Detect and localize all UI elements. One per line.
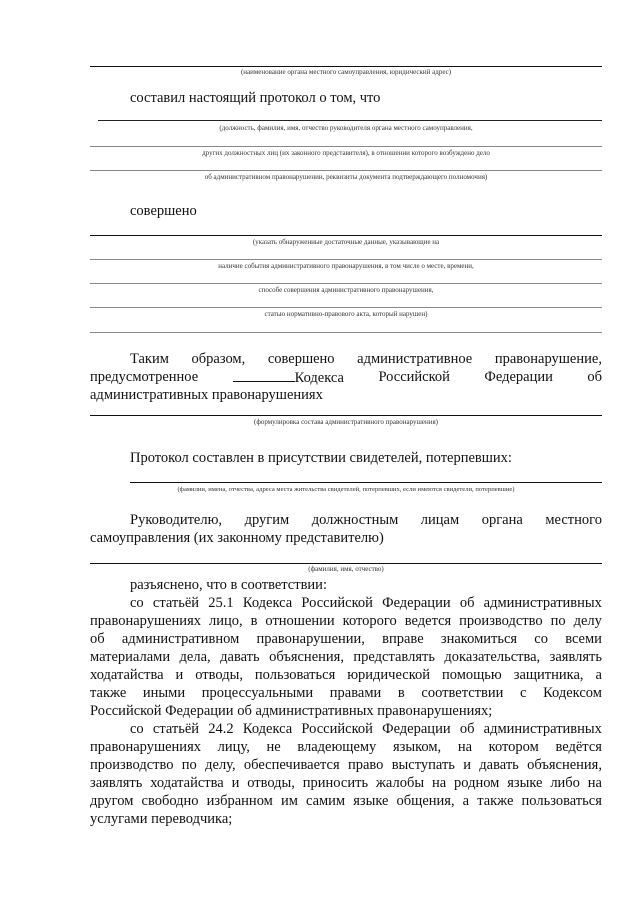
caption-official-3: об административном правонарушении, реквизиты документа подтверждающего полномочия) bbox=[204, 173, 488, 181]
justified-line bbox=[90, 774, 602, 792]
justified-line bbox=[90, 684, 602, 702]
word: со bbox=[534, 631, 548, 647]
word: на bbox=[457, 739, 473, 755]
word: помощью bbox=[441, 667, 502, 683]
word: другом bbox=[90, 793, 134, 809]
word: делу bbox=[573, 613, 602, 629]
word: совершено bbox=[267, 351, 335, 367]
word: по bbox=[550, 613, 566, 629]
justified-line bbox=[90, 792, 602, 810]
word: в bbox=[397, 685, 405, 701]
word: соответствии bbox=[421, 685, 504, 701]
word: Таким bbox=[130, 351, 169, 367]
word: правонарушениях bbox=[90, 613, 201, 629]
word: пользоваться bbox=[254, 667, 336, 683]
word: Федерации bbox=[382, 595, 451, 611]
word: правами bbox=[329, 685, 382, 701]
justified-line bbox=[130, 594, 602, 612]
word: административных bbox=[483, 721, 602, 737]
word: отводы, bbox=[247, 775, 295, 791]
word: по bbox=[181, 757, 197, 773]
word: общения, bbox=[396, 793, 455, 809]
word: не bbox=[266, 739, 281, 755]
word: отводы, bbox=[195, 667, 243, 683]
word: об bbox=[459, 721, 475, 737]
word: всеми bbox=[565, 631, 602, 647]
word: Федерации bbox=[382, 721, 451, 737]
word: также bbox=[477, 793, 514, 809]
word: Руководителю, bbox=[130, 512, 223, 528]
fio-line bbox=[90, 563, 602, 564]
word: на bbox=[587, 775, 602, 791]
word: об bbox=[90, 631, 105, 647]
word: на bbox=[431, 775, 447, 791]
thus-word-russian: Российской bbox=[378, 369, 450, 385]
thus-word-code: Кодекса bbox=[294, 370, 344, 386]
word: объяснения, bbox=[269, 649, 344, 665]
word: пользоваться bbox=[521, 793, 602, 809]
word: местного bbox=[545, 512, 602, 528]
word: производство bbox=[90, 757, 174, 773]
word: дела, bbox=[179, 649, 211, 665]
word: иными bbox=[142, 685, 186, 701]
word: право bbox=[347, 757, 384, 773]
word: статьёй bbox=[152, 595, 200, 611]
word: обеспечивается bbox=[243, 757, 340, 773]
word: административное bbox=[357, 351, 473, 367]
caption-facts-1: (указать обнаруженные достаточные данные, указывающие на bbox=[252, 238, 440, 246]
facts-line-2 bbox=[90, 259, 602, 260]
word: должностным bbox=[311, 512, 399, 528]
thus-blank-code bbox=[233, 368, 344, 387]
word: давать bbox=[220, 649, 260, 665]
caption-facts-4: статью нормативно-правового акта, который нарушен) bbox=[264, 310, 428, 318]
word: со bbox=[130, 595, 144, 611]
word: ведется bbox=[404, 613, 452, 629]
word: заявлять bbox=[90, 775, 143, 791]
word: языке bbox=[353, 793, 389, 809]
word: Российской bbox=[301, 595, 373, 611]
word: доказательства, bbox=[444, 649, 541, 665]
word: Кодекса bbox=[242, 595, 293, 611]
word: статьёй bbox=[152, 721, 200, 737]
word: а bbox=[462, 793, 470, 809]
word: делу, bbox=[205, 757, 236, 773]
art242-last-line: услугами переводчика; bbox=[90, 811, 233, 827]
official-line-1 bbox=[98, 120, 602, 121]
art251-last-line: Российской Федерации об административных правонарушениях; bbox=[90, 703, 493, 719]
justified-line bbox=[130, 720, 602, 738]
caption-facts-2: наличие события административного правонарушения, в том числе о месте, времени, bbox=[218, 262, 474, 270]
thus-word-ob: об bbox=[587, 369, 602, 385]
word: выступать bbox=[391, 757, 455, 773]
facts-line-5 bbox=[90, 332, 602, 333]
justified-line bbox=[90, 630, 602, 648]
justified-line bbox=[90, 666, 602, 684]
word: об bbox=[459, 595, 475, 611]
word: знакомиться bbox=[440, 631, 518, 647]
word: ведётся bbox=[555, 739, 602, 755]
facts-line-1 bbox=[90, 235, 602, 236]
word: правонарушениях bbox=[90, 739, 201, 755]
justified-line bbox=[90, 738, 602, 756]
word: языком, bbox=[392, 739, 442, 755]
word: представлять bbox=[353, 649, 435, 665]
thus-line-3: административных правонарушениях bbox=[90, 387, 323, 403]
word: 25.1 bbox=[208, 595, 234, 611]
thus-line-2 bbox=[90, 368, 602, 387]
word: 24.2 bbox=[208, 721, 234, 737]
word: другим bbox=[244, 512, 290, 528]
word: которого bbox=[342, 613, 397, 629]
caption-official-1: (должность, фамилия, имя, отчество руководителя органа местного самоуправления, bbox=[219, 124, 473, 132]
caption-formulation: (формулировка состава административного правонарушения) bbox=[253, 418, 439, 426]
official-line-3 bbox=[90, 170, 602, 171]
word: Кодекса bbox=[242, 721, 293, 737]
word: владеющему bbox=[297, 739, 377, 755]
word: свободно bbox=[141, 793, 199, 809]
word: со bbox=[130, 721, 144, 737]
word: лицам bbox=[420, 512, 460, 528]
word: и bbox=[175, 667, 184, 683]
word: производство bbox=[459, 613, 543, 629]
word: приносить bbox=[302, 775, 369, 791]
word: котором bbox=[488, 739, 539, 755]
word: ходатайства bbox=[150, 775, 224, 791]
word: Кодексом bbox=[543, 685, 602, 701]
word: либо bbox=[550, 775, 580, 791]
justified-line bbox=[90, 648, 602, 666]
word: юридической bbox=[347, 667, 431, 683]
word: образом, bbox=[191, 351, 246, 367]
word: объяснения, bbox=[527, 757, 602, 773]
protocol-page bbox=[90, 0, 602, 905]
explained-text: разъяснено, что в соответствии: bbox=[130, 577, 327, 593]
word: также bbox=[90, 685, 127, 701]
thus-word-federation: Федерации bbox=[484, 369, 553, 385]
word: ходатайства bbox=[90, 667, 164, 683]
caption-official-2: других должностных лиц (их законного представителя), в отношении которого возбуждено дело bbox=[202, 149, 490, 157]
word: жалобы bbox=[375, 775, 425, 791]
committed-text: совершено bbox=[130, 203, 197, 219]
caption-facts-3: способе совершения административного правонарушения, bbox=[258, 286, 434, 294]
formulation-line bbox=[90, 415, 602, 416]
word: процессуальными bbox=[201, 685, 314, 701]
caption-organ: (наименование органа местного самоуправления, юридический адрес) bbox=[240, 68, 452, 76]
witnesses-line bbox=[130, 482, 602, 483]
word: им bbox=[280, 793, 298, 809]
justified-line bbox=[90, 612, 602, 630]
thus-line-1 bbox=[130, 350, 602, 368]
caption-fio: (фамилия, имя, отчество) bbox=[308, 565, 384, 573]
head-line-1 bbox=[130, 511, 602, 529]
word: органа bbox=[481, 512, 523, 528]
organ-line bbox=[90, 66, 602, 67]
word: Российской bbox=[301, 721, 373, 737]
article-blank bbox=[233, 368, 295, 382]
word: избранном bbox=[206, 793, 273, 809]
word: заявлять bbox=[549, 649, 602, 665]
head-line-2: самоуправления (их законному представителю) bbox=[90, 530, 384, 546]
official-line-2 bbox=[90, 146, 602, 147]
word: и bbox=[463, 757, 471, 773]
caption-witnesses: (фамилии, имена, отчества, адреса места жительства свидетелей, потерпевших, если имеются свидетели, потерпевшие) bbox=[177, 486, 515, 493]
word: правонарушение, bbox=[494, 351, 602, 367]
word: а bbox=[595, 667, 602, 683]
word: лицу, bbox=[217, 739, 250, 755]
justified-line bbox=[90, 756, 602, 774]
word: давать bbox=[479, 757, 519, 773]
word: защитника, bbox=[513, 667, 584, 683]
compiled-text: составил настоящий протокол о том, что bbox=[130, 90, 381, 106]
thus-word-provided: предусмотренное bbox=[90, 369, 199, 385]
word: самим bbox=[305, 793, 346, 809]
word: административных bbox=[483, 595, 602, 611]
word: языке bbox=[507, 775, 543, 791]
word: правонарушении, bbox=[256, 631, 365, 647]
word: с bbox=[520, 685, 527, 701]
word: родном bbox=[453, 775, 500, 791]
word: отношении bbox=[265, 613, 335, 629]
facts-line-3 bbox=[90, 283, 602, 284]
facts-line-4 bbox=[90, 307, 602, 308]
word: административном bbox=[121, 631, 240, 647]
presence-text: Протокол составлен в присутствии свидетелей, потерпевших: bbox=[130, 450, 512, 466]
word: в bbox=[250, 613, 258, 629]
word: материалами bbox=[90, 649, 171, 665]
word: лицо, bbox=[208, 613, 243, 629]
word: вправе bbox=[382, 631, 424, 647]
word: и bbox=[231, 775, 240, 791]
